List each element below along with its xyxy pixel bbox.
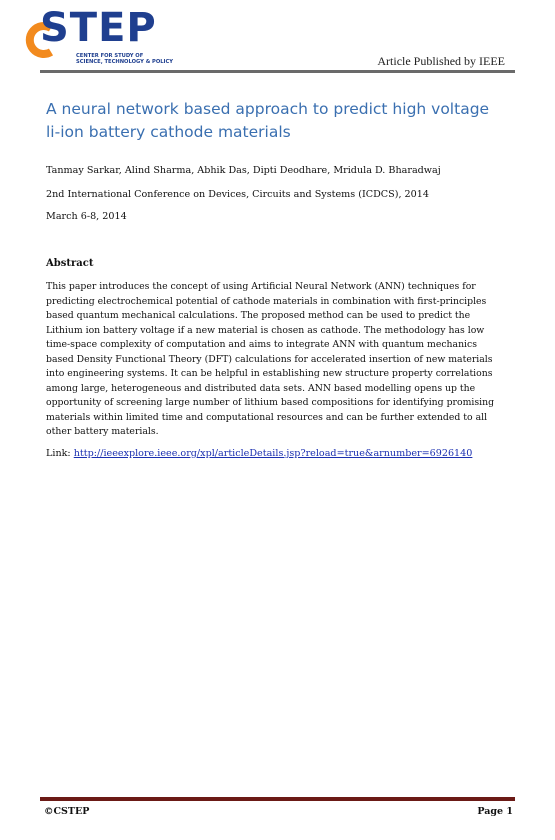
abstract-line: based quantum mechanical calculations. The proposed method can be used to predict the xyxy=(46,310,471,321)
logo-step-text: STEP xyxy=(40,5,157,51)
article-title: A neural network based approach to predict high voltage li-ion battery cathode materials xyxy=(46,100,490,141)
abstract-line: materials within limited time and computational resources and can be further extended to all xyxy=(46,411,488,423)
abstract-line: This paper introduces the concept of using Artificial Neural Network (ANN) techniques for xyxy=(46,281,476,292)
logo-subtitle-line-2: SCIENCE, TECHNOLOGY & POLICY xyxy=(76,59,174,65)
abstract-line: Lithium ion battery voltage if a new material is chosen as cathode. The methodology has low xyxy=(46,324,485,336)
abstract-line: other battery materials. xyxy=(46,426,159,437)
published-by: Article Published by IEEE xyxy=(377,54,505,68)
abstract-line: based Density Functional Theory (DFT) calculations for accelerated insertion of new materials xyxy=(46,353,493,365)
article-link-line xyxy=(46,448,472,459)
abstract-line: opportunity of screening large number of lithium based compositions for identifying promising xyxy=(46,397,495,408)
abstract-line: among large, heterogeneous and distributed data sets. ANN based modelling opens up the xyxy=(46,382,476,394)
ieee-article-link[interactable]: http://ieeexplore.ieee.org/xpl/articleDetails.jsp?reload=true&arnumber=6926140 xyxy=(73,448,473,459)
footer-divider xyxy=(40,797,515,801)
article-authors: Tanmay Sarkar, Alind Sharma, Abhik Das, Dipti Deodhare, Mridula D. Bharadwaj xyxy=(46,165,441,176)
abstract-line: predicting electrochemical potential of cathode materials in combination with first-principles xyxy=(46,295,487,307)
footer-copyright: ©CSTEP xyxy=(44,806,90,817)
conference-date: March 6-8, 2014 xyxy=(46,211,127,222)
abstract-body xyxy=(46,280,516,440)
link-label: Link: xyxy=(46,448,71,459)
cstep-logo xyxy=(24,5,174,68)
conference-name: 2nd International Conference on Devices, Circuits and Systems (ICDCS), 2014 xyxy=(46,189,429,200)
logo-subtitle-line-1: CENTER FOR STUDY OF xyxy=(76,53,144,59)
header-divider xyxy=(40,70,515,73)
abstract-line: into engineering systems. It can be helpful in establishing new structure property correlations xyxy=(46,368,493,379)
abstract-heading: Abstract xyxy=(46,258,94,269)
page-number: Page 1 xyxy=(477,806,513,817)
abstract-line: time-space complexity of computation and aims to integrate ANN with quantum mechanics xyxy=(46,339,478,350)
